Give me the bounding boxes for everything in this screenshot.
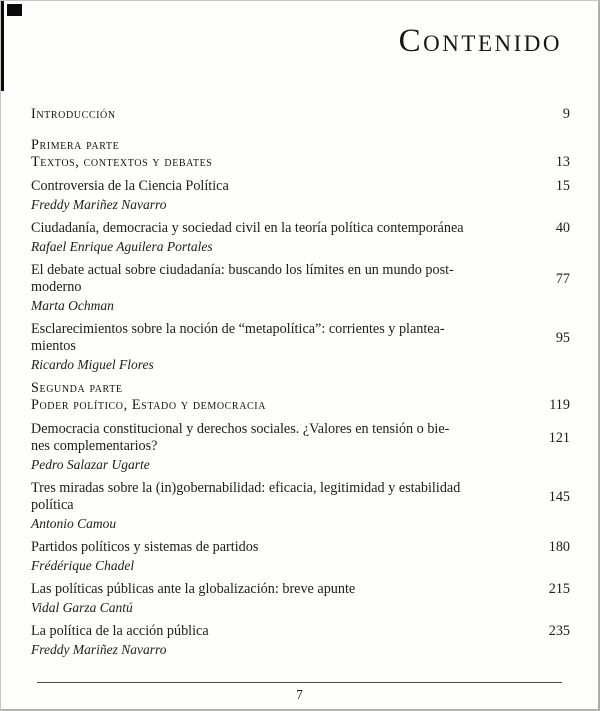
toc-entry: [31, 220, 570, 255]
entry-title: [31, 106, 536, 123]
toc-entry: [31, 581, 570, 616]
entry-title: [31, 421, 536, 455]
entry-author: Freddy Mariñez Navarro: [31, 642, 167, 657]
entry-author: Rafael Enrique Aguilera Portales: [31, 239, 213, 254]
toc-entry: [31, 421, 570, 473]
entry-author: Vidal Garza Cantú: [31, 600, 133, 615]
section-heading-row: [31, 154, 570, 171]
toc-entry: [31, 262, 570, 314]
entry-page-number: 95: [555, 329, 570, 346]
entry-page-number: 77: [555, 270, 570, 287]
entry-title-line: El debate actual sobre ciudadanía: buscando los límites en un mundo post-: [31, 262, 454, 278]
entry-page-number: 9: [562, 106, 570, 122]
entry-title-line: política: [31, 497, 74, 513]
scan-artifact-corner: [7, 4, 22, 16]
entry-row: [31, 539, 570, 556]
entry-title-line: mientos: [31, 338, 76, 354]
entry-page-number: 15: [555, 178, 570, 194]
entry-title-line: Partidos políticos y sistemas de partidos: [31, 539, 259, 555]
section-heading-line: Poder político, Estado y democracia: [31, 397, 267, 413]
entry-title: [31, 178, 536, 195]
entry-page-number: 215: [548, 581, 570, 597]
toc-entry: [31, 623, 570, 658]
toc-entry: [31, 178, 570, 213]
entry-title: [31, 539, 536, 556]
section-heading-line: Primera parte: [31, 137, 120, 153]
entry-author: Pedro Salazar Ugarte: [31, 457, 150, 472]
entry-title-line: Introducción: [31, 106, 116, 122]
entry-author: Marta Ochman: [31, 298, 114, 313]
entry-title: [31, 623, 536, 640]
entry-title-line: Democracia constitucional y derechos sociales. ¿Valores en tensión o bie-: [31, 421, 450, 437]
page-content: [1, 1, 598, 658]
entry-author: Frédérique Chadel: [31, 558, 135, 573]
entry-page-number: 13: [555, 154, 570, 170]
entry-title-line: Esclarecimientos sobre la noción de “metapolítica”: corrientes y plantea-: [31, 321, 445, 337]
entry-title-line: Controversia de la Ciencia Política: [31, 178, 229, 194]
entry-row: [31, 421, 570, 455]
footer-page-number: 7: [296, 687, 303, 702]
entry-author: Ricardo Miguel Flores: [31, 357, 154, 372]
toc-entry: [31, 480, 570, 532]
entry-row: [31, 262, 570, 296]
toc-entry: [31, 321, 570, 373]
entry-page-number: 180: [548, 539, 570, 555]
entry-title: [31, 480, 536, 514]
entry-row: [31, 581, 570, 598]
page-title: Contenido: [398, 23, 562, 59]
section-heading-line: Textos, contextos y debates: [31, 154, 213, 170]
entry-title: [31, 321, 536, 355]
section-heading-row: [31, 397, 570, 414]
entry-row: [31, 480, 570, 514]
entry-row: [31, 178, 570, 195]
entry-page-number: 119: [549, 397, 570, 413]
entry-page-number: 145: [548, 488, 570, 505]
entry-row: [31, 623, 570, 640]
footer-divider: [37, 682, 562, 683]
scan-artifact-left-edge: [1, 1, 4, 91]
entry-title: [31, 581, 536, 598]
toc-entry: [31, 380, 570, 414]
entry-title: [31, 220, 536, 237]
entry-row: [31, 220, 570, 237]
entry-title-line: Ciudadanía, democracia y sociedad civil en la teoría política contemporánea: [31, 220, 464, 236]
toc-entries: [31, 106, 570, 658]
section-heading-line: Segunda parte: [31, 380, 123, 396]
entry-title: [31, 262, 536, 296]
toc-entry: [31, 137, 570, 171]
entry-page-number: 235: [548, 623, 570, 639]
entry-page-number: 40: [555, 220, 570, 236]
toc-entry: [31, 106, 570, 123]
entry-author: Antonio Camou: [31, 516, 117, 531]
entry-author: Freddy Mariñez Navarro: [31, 197, 167, 212]
entry-row: [31, 106, 570, 123]
entry-page-number: 121: [548, 429, 570, 446]
entry-title-line: nes complementarios?: [31, 438, 158, 454]
toc-entry: [31, 539, 570, 574]
entry-title-line: Tres miradas sobre la (in)gobernabilidad: eficacia, legitimidad y estabilidad: [31, 480, 461, 496]
entry-title-line: La política de la acción pública: [31, 623, 209, 639]
entry-title-line: Las políticas públicas ante la globalización: breve apunte: [31, 581, 356, 597]
entry-title-line: moderno: [31, 279, 82, 295]
entry-row: [31, 321, 570, 355]
